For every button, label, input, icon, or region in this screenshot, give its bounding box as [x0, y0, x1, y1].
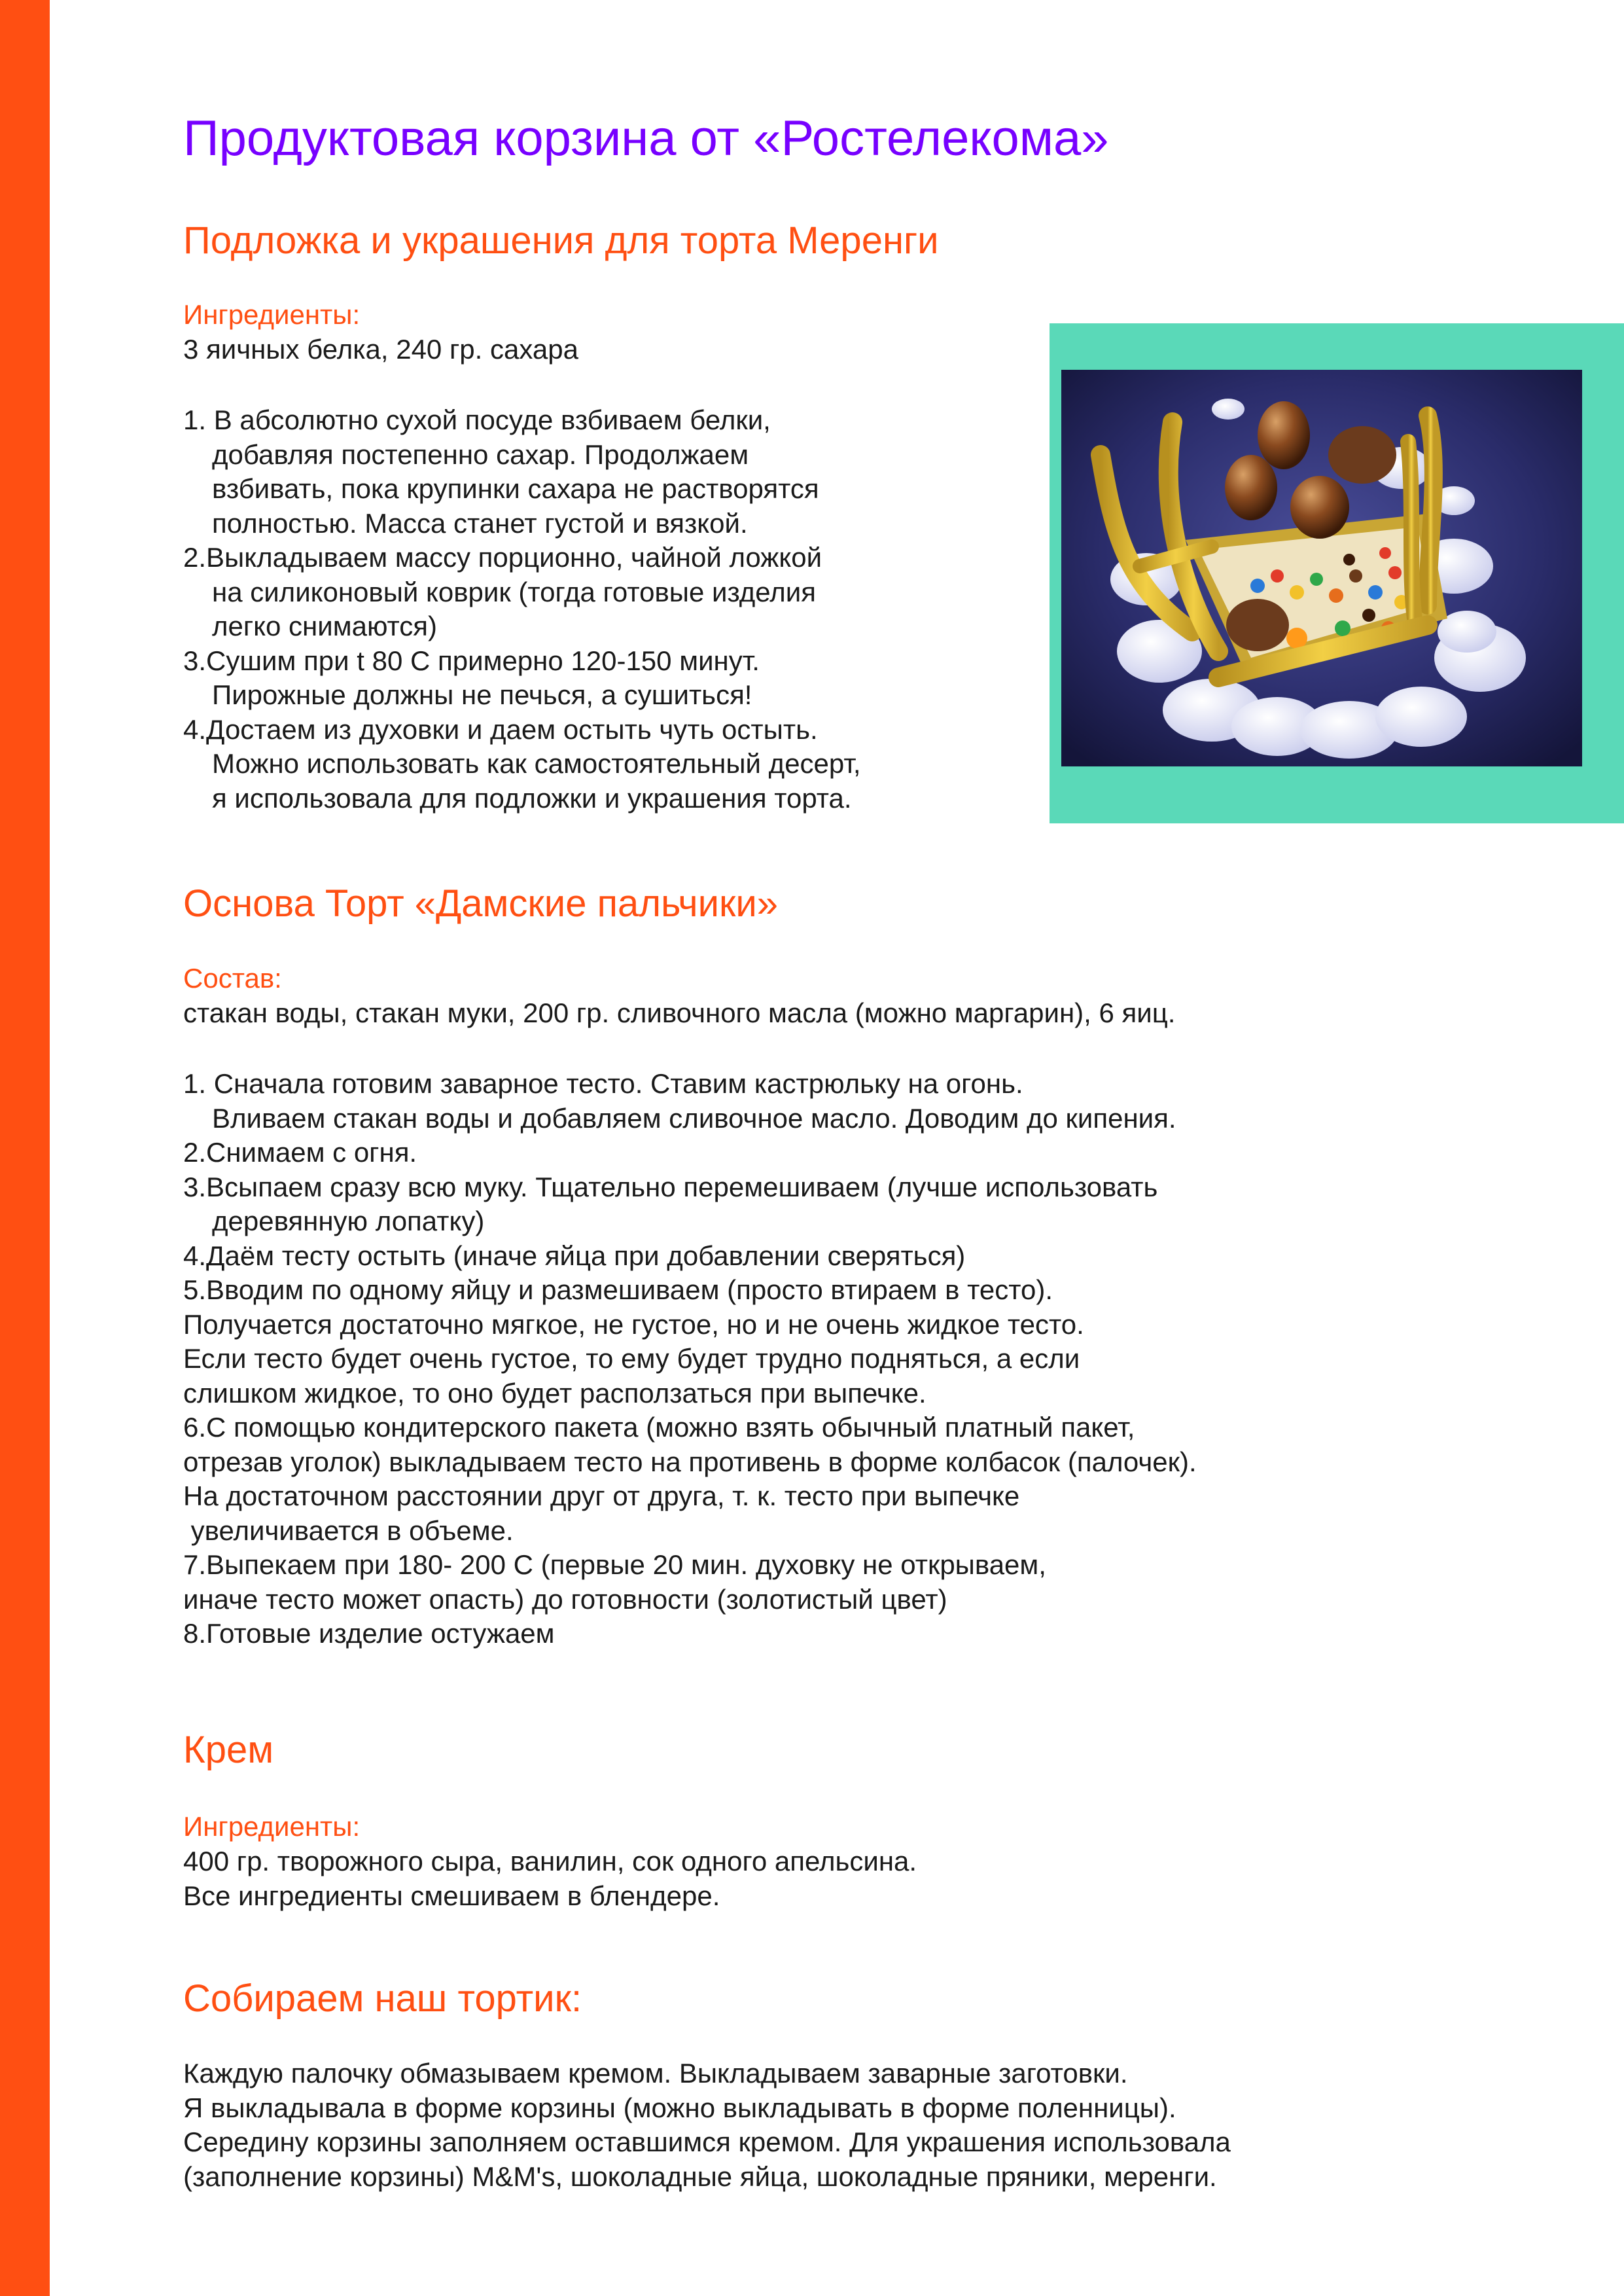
section-meringue-steps	[183, 403, 861, 816]
step-line: На достаточном расстоянии друг от друга, т. к. тесто при выпечке	[183, 1480, 1020, 1511]
text-line: (заполнение корзины) M&M's, шоколадные яйца, шоколадные пряники, меренги.	[183, 2161, 1217, 2192]
side-accent-bar	[0, 0, 50, 2296]
step-line: полностью. Масса станет густой и вязкой.	[212, 507, 748, 539]
step-line: слишком жидкое, то оно будет расползаться при выпечке.	[183, 1377, 927, 1408]
section-meringue-ingredients-label: Ингредиенты:	[183, 299, 361, 330]
step-line: Пирожные должны не печься, а сушиться!	[212, 679, 752, 710]
section-assembly-text	[183, 2056, 1231, 2194]
step-line: 1. Сначала готовим заварное тесто. Ставим кастрюльку на огонь.	[183, 1068, 1023, 1099]
section-cream-text	[183, 1844, 917, 1913]
step-line: 3.Сушим при t 80 С примерно 120-150 минут.	[183, 645, 760, 676]
text-line: Каждую палочку обмазываем кремом. Выкладываем заварные заготовки.	[183, 2058, 1128, 2089]
step-line: 4.Даём тесту остыть (иначе яйца при добавлении сверяться)	[183, 1240, 966, 1271]
step-line: увеличивается в объеме.	[183, 1515, 514, 1546]
step-line: Получается достаточно мягкое, не густое, но и не очень жидкое тесто.	[183, 1308, 1084, 1340]
step-line: 2.Выкладываем массу порционно, чайной ложкой	[183, 542, 822, 573]
step-line: деревянную лопатку)	[212, 1206, 485, 1236]
step-line: 3.Всыпаем сразу всю муку. Тщательно перемешиваем (лучше использовать	[183, 1171, 1158, 1202]
step-line: на силиконовый коврик (тогда готовые изделия	[212, 576, 816, 607]
step-line: я использовала для подложки и украшения торта.	[212, 782, 852, 814]
step-line: Можно использовать как самостоятельный десерт,	[212, 748, 861, 779]
step-line: 8.Готовые изделие остужаем	[183, 1618, 555, 1649]
section-assembly-heading: Собираем наш тортик:	[183, 1977, 582, 2020]
step-line: 1. В абсолютно сухой посуде взбиваем белки,	[183, 404, 771, 435]
text-line: Все ингредиенты смешиваем в блендере.	[183, 1880, 720, 1911]
section-meringue-ingredients: 3 яичных белка, 240 гр. сахара	[183, 334, 578, 365]
step-line: отрезав уголок) выкладываем тесто на противень в форме колбасок (палочек).	[183, 1446, 1197, 1477]
page-title: Продуктовая корзина от «Ростелекома»	[183, 111, 1109, 166]
section-ladyfingers-heading: Основа Торт «Дамские пальчики»	[183, 882, 779, 925]
step-line: 4.Достаем из духовки и даем остыть чуть остыть.	[183, 713, 818, 745]
step-line: 2.Снимаем с огня.	[183, 1137, 417, 1168]
step-line: Если тесто будет очень густое, то ему будет трудно подняться, а если	[183, 1343, 1080, 1374]
text-line: Я выкладывала в форме корзины (можно выкладывать в форме поленницы).	[183, 2092, 1176, 2123]
cake-basket-photo	[1061, 370, 1582, 766]
text-line: Середину корзины заполняем оставшимся кремом. Для украшения использовала	[183, 2126, 1231, 2157]
step-line: 5.Вводим по одному яйцу и размешиваем (просто втираем в тесто).	[183, 1274, 1053, 1305]
section-ladyfingers-steps	[183, 1067, 1197, 1651]
step-line: иначе тесто может опасть) до готовности (золотистый цвет)	[183, 1583, 947, 1615]
section-cream-heading: Крем	[183, 1729, 274, 1771]
step-line: Вливаем стакан воды и добавляем сливочное масло. Доводим до кипения.	[212, 1102, 1176, 1134]
step-line: 7.Выпекаем при 180- 200 С (первые 20 мин. духовку не открываем,	[183, 1549, 1046, 1580]
section-cream-ingredients-label: Ингредиенты:	[183, 1811, 361, 1842]
step-line: 6.С помощью кондитерского пакета (можно взять обычный платный пакет,	[183, 1412, 1135, 1443]
step-line: добавляя постепенно сахар. Продолжаем	[212, 439, 749, 470]
step-line: взбивать, пока крупинки сахара не растворятся	[212, 473, 819, 504]
step-line: легко снимаются)	[212, 611, 438, 641]
section-meringue-heading: Подложка и украшения для торта Меренги	[183, 219, 939, 262]
section-ladyfingers-ingredients-label: Состав:	[183, 963, 282, 994]
section-ladyfingers-ingredients: стакан воды, стакан муки, 200 гр. сливочного масла (можно маргарин), 6 яиц.	[183, 997, 1176, 1028]
text-line: 400 гр. творожного сыра, ванилин, сок одного апельсина.	[183, 1846, 917, 1876]
